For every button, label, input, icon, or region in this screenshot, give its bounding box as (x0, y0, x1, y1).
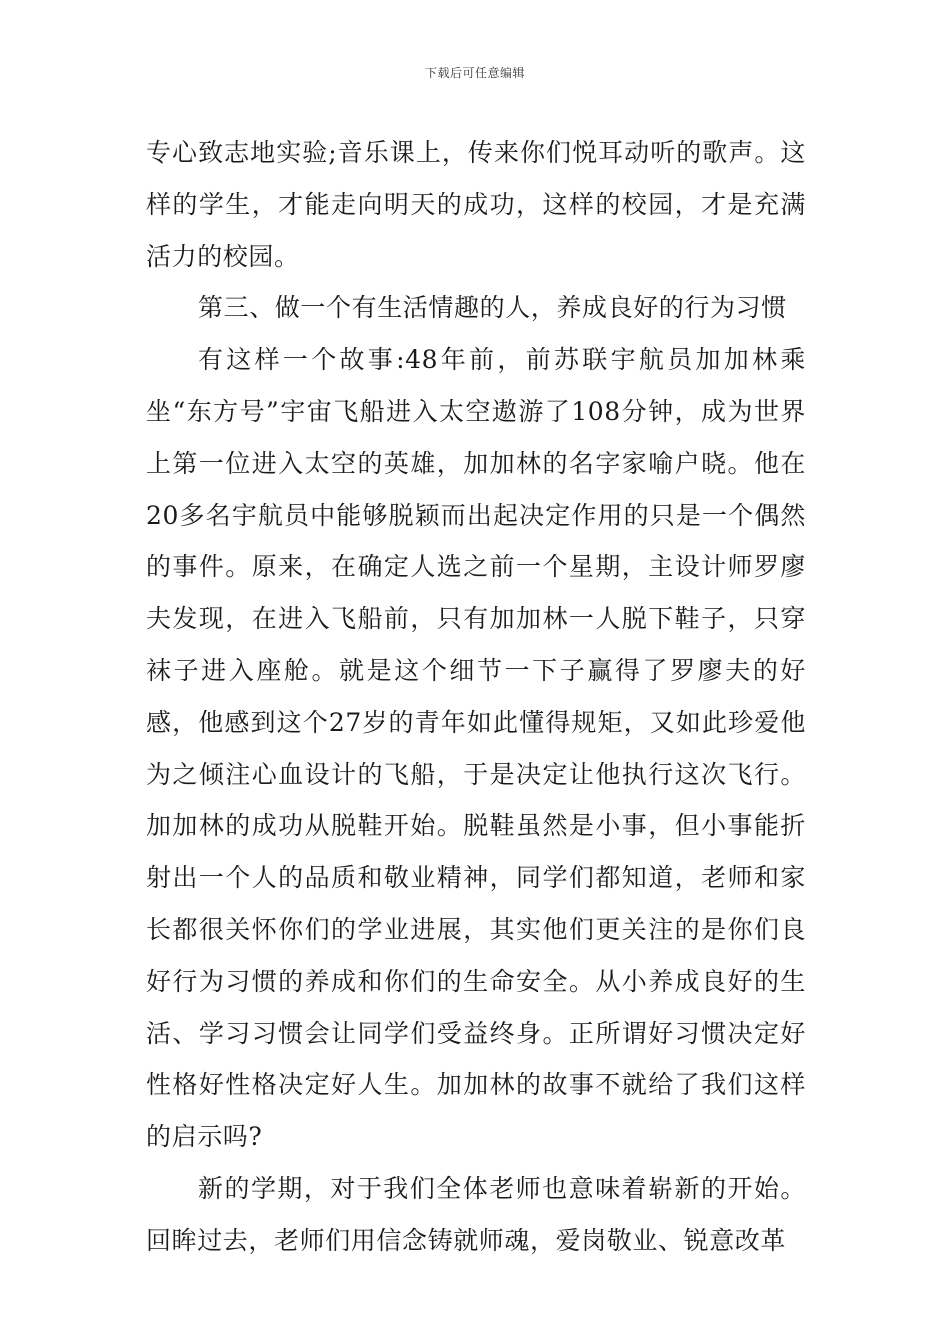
document-body (146, 127, 806, 1267)
section-heading: 第三、做一个有生活情趣的人，养成良好的行为习惯 (198, 293, 787, 323)
paragraph-continuation: 专心致志地实验;音乐课上，传来你们悦耳动听的歌声。这样的学生，才能走向明天的成功，这样的校园，才是充满活力的校园。 (146, 138, 806, 271)
paragraph-new-semester: 新的学期，对于我们全体老师也意味着崭新的开始。回眸过去，老师们用信念铸就师魂，爱岗敬业、锐意改革 (146, 1173, 806, 1255)
page-header-note: 下载后可任意编辑 (424, 66, 525, 80)
paragraph-gagarin-story: 有这样一个故事:48年前，前苏联宇航员加加林乘坐“东方号”宇宙飞船进入太空遨游了108分钟，成为世界上第一位进入太空的英雄，加加林的名字家喻户晓。他在20多名宇航员中能够脱颖而出起决定作用的只是一个偶然的事件。原来，在确定人选之前一个星期，主设计师罗廖夫发现，在进入飞船前，只有加加林一人脱下鞋子，只穿袜子进入座舱。就是这个细节一下子赢得了罗廖夫的好感，他感到这个27岁的青年如此懂得规矩，又如此珍爱他为之倾注心血设计的飞船，于是决定让他执行这次飞行。加加林的成功从脱鞋开始。脱鞋虽然是小事，但小事能折射出一个人的品质和敬业精神，同学们都知道，老师和家长都很关怀你们的学业进展，其实他们更关注的是你们良好行为习惯的养成和你们的生命安全。从小养成良好的生活、学习习惯会让同学们受益终身。正所谓好习惯决定好性格好性格决定好人生。加加林的故事不就给了我们这样的启示吗? (146, 345, 806, 1152)
